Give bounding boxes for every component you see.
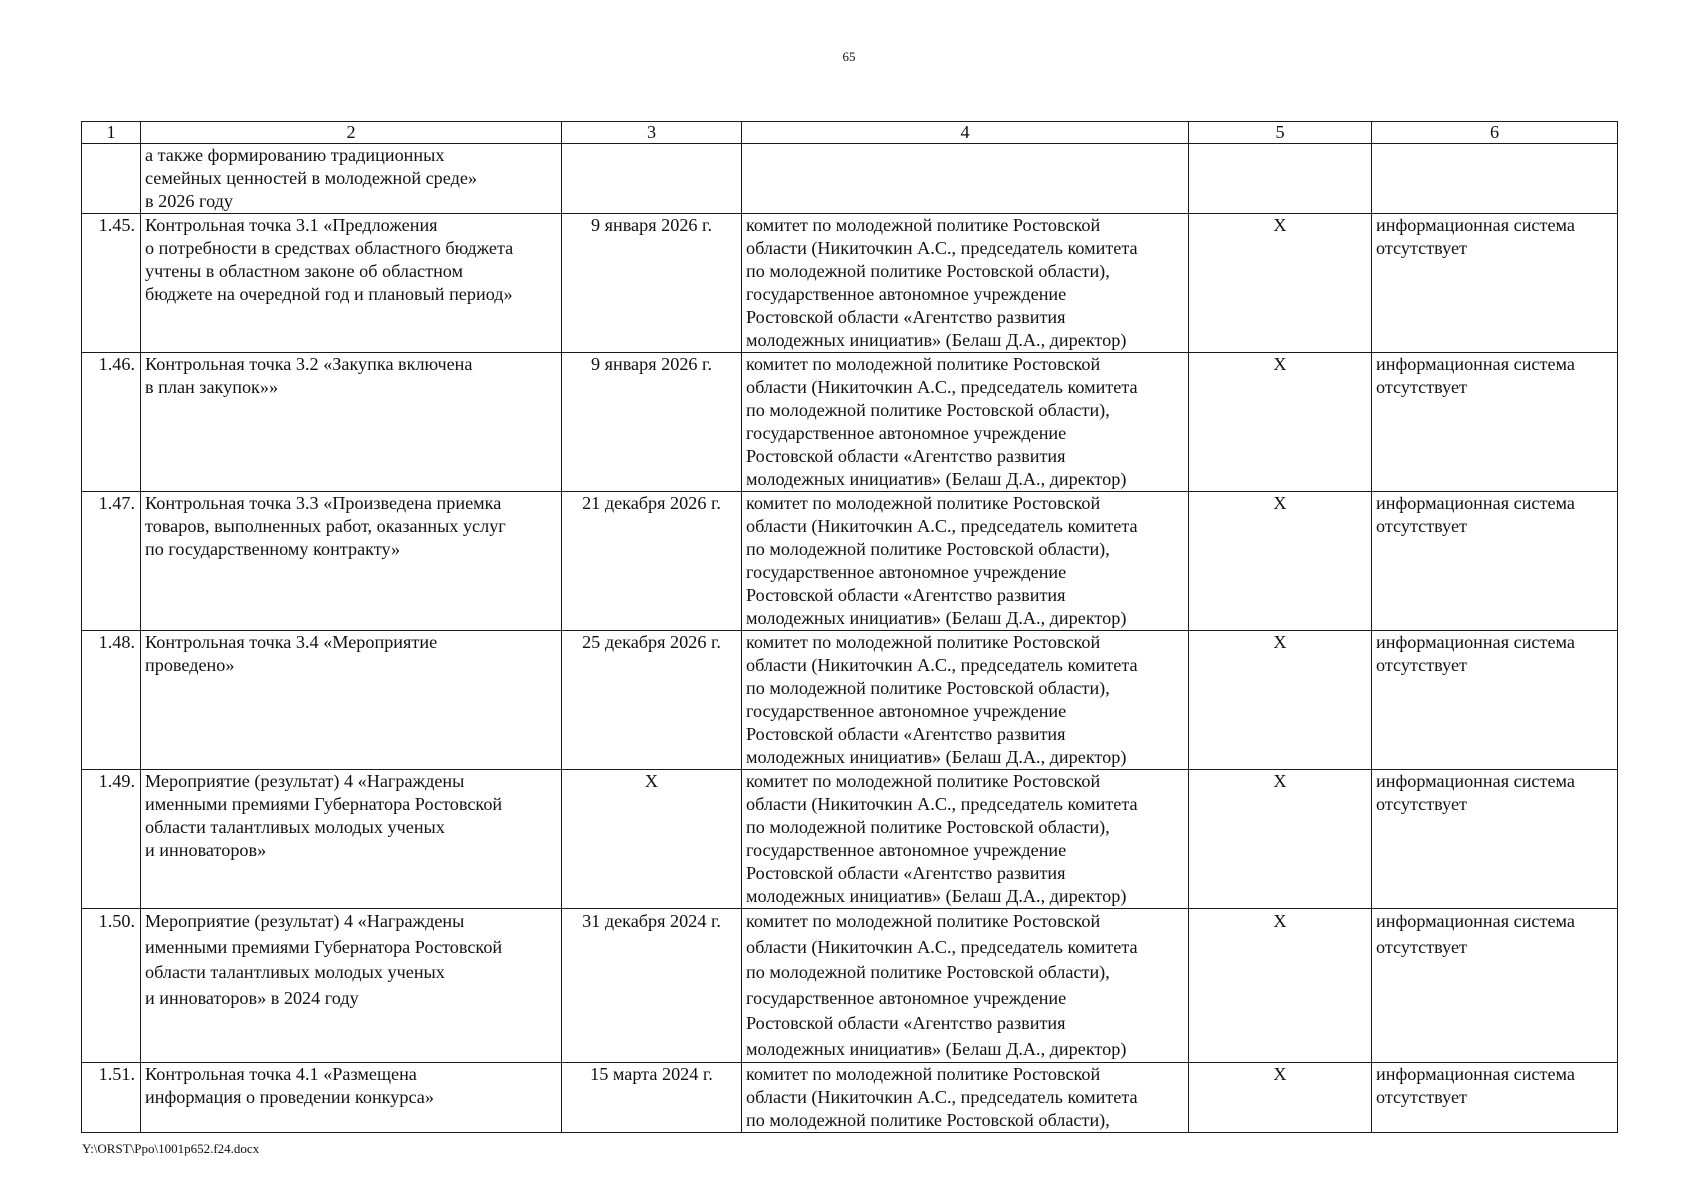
event-name-cell — [141, 909, 562, 1063]
responsible-line: комитет по молодежной политике Ростовской — [746, 911, 1101, 931]
event-name-line: по государственному контракту» — [145, 539, 401, 559]
system-cell — [1372, 1063, 1618, 1133]
event-name-cell — [141, 214, 562, 353]
event-name-line: о потребности в средствах областного бюджета — [145, 238, 514, 258]
table-row — [82, 770, 1618, 909]
row-number: 1.50. — [82, 909, 141, 1063]
responsible-cell — [742, 144, 1189, 214]
system-line: отсутствует — [1376, 936, 1467, 957]
system-line: отсутствует — [1376, 794, 1467, 814]
responsible-line: молодежных инициатив» (Белаш Д.А., директор) — [746, 747, 1127, 767]
event-name-cell — [141, 1063, 562, 1133]
system-line: отсутствует — [1376, 655, 1467, 675]
event-name-line: области талантливых молодых ученых — [145, 962, 445, 982]
event-name-line: Контрольная точка 3.1 «Предложения — [145, 215, 438, 235]
column-header: 4 — [742, 122, 1189, 144]
system-line: информационная система — [1376, 493, 1575, 513]
responsible-line: по молодежной политике Ростовской области), — [746, 261, 1110, 281]
event-name-line: именными премиями Губернатора Ростовской — [145, 936, 503, 957]
responsible-cell — [742, 214, 1189, 353]
responsible-line: по молодежной политике Ростовской области), — [746, 539, 1110, 559]
responsible-line: комитет по молодежной политике Ростовской — [746, 771, 1101, 791]
system-cell — [1372, 214, 1618, 353]
event-name-line: именными премиями Губернатора Ростовской — [145, 794, 503, 814]
event-name-line: области талантливых молодых ученых — [145, 817, 445, 837]
col5-cell: X — [1189, 492, 1372, 631]
deadline-cell — [562, 144, 742, 214]
event-name-line: Мероприятие (результат) 4 «Награждены — [145, 771, 465, 791]
column-header: 3 — [562, 122, 742, 144]
event-name-line: и инноваторов» — [145, 840, 267, 860]
event-name-line: в 2026 году — [145, 191, 233, 211]
system-line: отсутствует — [1376, 516, 1467, 536]
responsible-line: области (Никиточкин А.С., председатель комитета — [746, 516, 1138, 536]
system-line: отсутствует — [1376, 377, 1467, 397]
event-name-line: товаров, выполненных работ, оказанных услуг — [145, 516, 506, 536]
system-line: отсутствует — [1376, 238, 1467, 258]
responsible-cell — [742, 492, 1189, 631]
responsible-line: области (Никиточкин А.С., председатель комитета — [746, 238, 1138, 258]
column-header: 5 — [1189, 122, 1372, 144]
responsible-line: молодежных инициатив» (Белаш Д.А., директор) — [746, 330, 1127, 350]
responsible-line: Ростовской области «Агентство развития — [746, 863, 1066, 883]
responsible-line: государственное автономное учреждение — [746, 987, 1067, 1008]
event-name-line: бюджете на очередной год и плановый период» — [145, 284, 513, 304]
system-cell — [1372, 770, 1618, 909]
responsible-line: молодежных инициатив» (Белаш Д.А., директор) — [746, 886, 1127, 906]
event-name-line: учтены в областном законе об областном — [145, 261, 464, 281]
responsible-line: комитет по молодежной политике Ростовской — [746, 493, 1101, 513]
responsible-line: комитет по молодежной политике Ростовской — [746, 354, 1101, 374]
column-header: 2 — [141, 122, 562, 144]
system-line: отсутствует — [1376, 1087, 1467, 1107]
col5-cell: X — [1189, 909, 1372, 1063]
table-row — [82, 492, 1618, 631]
responsible-line: государственное автономное учреждение — [746, 562, 1067, 582]
responsible-line: по молодежной политике Ростовской области), — [746, 678, 1110, 698]
responsible-line: Ростовской области «Агентство развития — [746, 724, 1066, 744]
responsible-line: по молодежной политике Ростовской области), — [746, 962, 1110, 982]
system-cell — [1372, 492, 1618, 631]
system-line: информационная система — [1376, 632, 1575, 652]
event-name-line: проведено» — [145, 655, 235, 675]
table-row — [82, 631, 1618, 770]
deadline-cell: 15 марта 2024 г. — [562, 1063, 742, 1133]
responsible-line: комитет по молодежной политике Ростовской — [746, 1064, 1101, 1084]
responsible-line: комитет по молодежной политике Ростовской — [746, 632, 1101, 652]
event-name-line: Контрольная точка 4.1 «Размещена — [145, 1064, 417, 1084]
event-name-cell — [141, 770, 562, 909]
responsible-line: молодежных инициатив» (Белаш Д.А., директор) — [746, 469, 1127, 489]
responsible-line: Ростовской области «Агентство развития — [746, 1013, 1066, 1033]
row-number: 1.48. — [82, 631, 141, 770]
event-name-line: информация о проведении конкурса» — [145, 1087, 434, 1107]
responsible-line: области (Никиточкин А.С., председатель комитета — [746, 655, 1138, 675]
deadline-cell: 25 декабря 2026 г. — [562, 631, 742, 770]
system-cell — [1372, 353, 1618, 492]
table-row — [82, 214, 1618, 353]
responsible-line: области (Никиточкин А.С., председатель комитета — [746, 794, 1138, 814]
col5-cell: X — [1189, 631, 1372, 770]
table-row — [82, 1063, 1618, 1133]
responsible-cell — [742, 631, 1189, 770]
deadline-cell: X — [562, 770, 742, 909]
responsible-line: Ростовской области «Агентство развития — [746, 307, 1066, 327]
table-row — [82, 909, 1618, 1063]
event-name-cell — [141, 353, 562, 492]
row-number: 1.49. — [82, 770, 141, 909]
responsible-line: по молодежной политике Ростовской области), — [746, 400, 1110, 420]
event-name-line: Контрольная точка 3.2 «Закупка включена — [145, 354, 473, 374]
event-name-line: в план закупок»» — [145, 377, 279, 397]
responsible-cell — [742, 909, 1189, 1063]
responsible-line: по молодежной политике Ростовской области), — [746, 1110, 1110, 1130]
control-points-table — [81, 121, 1618, 1133]
table-row — [82, 144, 1618, 214]
responsible-line: молодежных инициатив» (Белаш Д.А., директор) — [746, 1038, 1127, 1059]
system-line: информационная система — [1376, 215, 1575, 235]
responsible-line: области (Никиточкин А.С., председатель комитета — [746, 936, 1138, 957]
deadline-cell: 9 января 2026 г. — [562, 214, 742, 353]
responsible-line: Ростовской области «Агентство развития — [746, 585, 1066, 605]
responsible-cell — [742, 770, 1189, 909]
deadline-cell: 9 января 2026 г. — [562, 353, 742, 492]
event-name-line: Контрольная точка 3.4 «Мероприятие — [145, 632, 438, 652]
row-number: 1.45. — [82, 214, 141, 353]
responsible-line: государственное автономное учреждение — [746, 284, 1067, 304]
responsible-line: Ростовской области «Агентство развития — [746, 446, 1066, 466]
event-name-line: а также формированию традиционных — [145, 145, 445, 165]
responsible-line: государственное автономное учреждение — [746, 840, 1067, 860]
system-line: информационная система — [1376, 771, 1575, 791]
responsible-cell — [742, 1063, 1189, 1133]
responsible-line: области (Никиточкин А.С., председатель комитета — [746, 377, 1138, 397]
system-cell — [1372, 631, 1618, 770]
responsible-line: области (Никиточкин А.С., председатель комитета — [746, 1087, 1138, 1107]
event-name-line: и инноваторов» в 2024 году — [145, 987, 359, 1008]
row-number: 1.47. — [82, 492, 141, 631]
col5-cell: X — [1189, 214, 1372, 353]
event-name-cell — [141, 492, 562, 631]
row-number — [82, 144, 141, 214]
col5-cell: X — [1189, 1063, 1372, 1133]
row-number: 1.51. — [82, 1063, 141, 1133]
deadline-cell: 21 декабря 2026 г. — [562, 492, 742, 631]
document-file-path: Y:\ORST\Ppo\1001p652.f24.docx — [82, 1141, 260, 1156]
column-header: 6 — [1372, 122, 1618, 144]
system-cell — [1372, 909, 1618, 1063]
column-header: 1 — [82, 122, 141, 144]
responsible-line: комитет по молодежной политике Ростовской — [746, 215, 1101, 235]
page-number: 65 — [842, 49, 856, 64]
event-name-cell — [141, 144, 562, 214]
responsible-line: государственное автономное учреждение — [746, 423, 1067, 443]
responsible-line: государственное автономное учреждение — [746, 701, 1067, 721]
system-line: информационная система — [1376, 911, 1575, 931]
event-name-line: семейных ценностей в молодежной среде» — [145, 168, 478, 188]
col5-cell: X — [1189, 353, 1372, 492]
table-row — [82, 353, 1618, 492]
col5-cell: X — [1189, 770, 1372, 909]
system-cell — [1372, 144, 1618, 214]
system-line: информационная система — [1376, 1064, 1575, 1084]
event-name-line: Контрольная точка 3.3 «Произведена приемка — [145, 493, 502, 513]
table-header-row — [82, 122, 1618, 144]
event-name-cell — [141, 631, 562, 770]
deadline-cell: 31 декабря 2024 г. — [562, 909, 742, 1063]
responsible-line: молодежных инициатив» (Белаш Д.А., директор) — [746, 608, 1127, 628]
responsible-line: по молодежной политике Ростовской области), — [746, 817, 1110, 837]
system-line: информационная система — [1376, 354, 1575, 374]
row-number: 1.46. — [82, 353, 141, 492]
responsible-cell — [742, 353, 1189, 492]
col5-cell — [1189, 144, 1372, 214]
event-name-line: Мероприятие (результат) 4 «Награждены — [145, 911, 465, 931]
